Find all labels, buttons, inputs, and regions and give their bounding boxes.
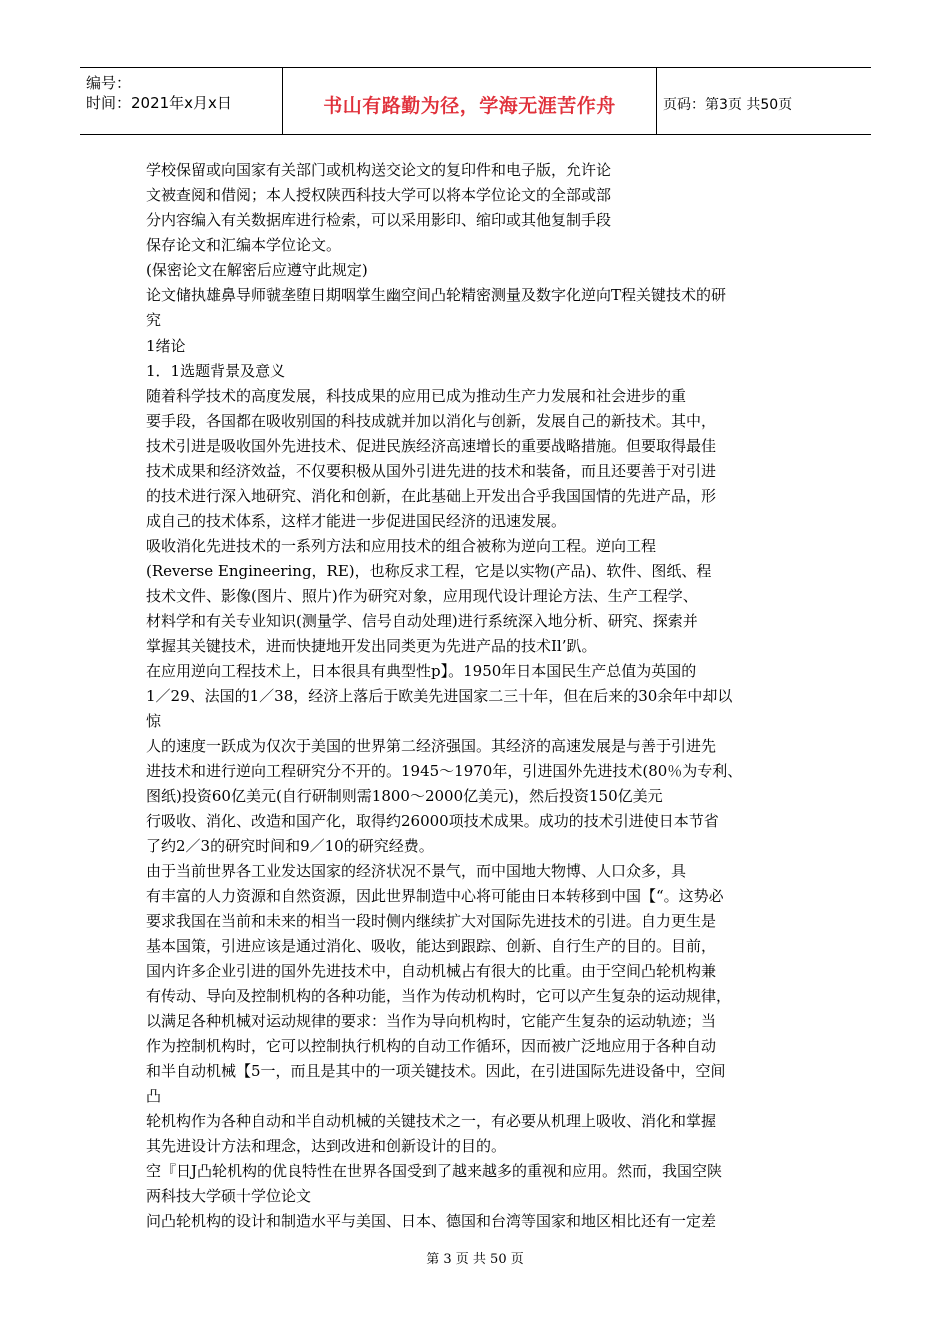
body-line: 以满足各种机械对运动规律的要求：当作为导向机构时，它能产生复杂的运动轨迹；当: [146, 1012, 717, 1030]
body-line: 要求我国在当前和未来的相当一段时侧内继续扩大对国际先进技术的引进。自力更生是: [146, 912, 717, 930]
body-line: 材料学和有关专业知识(测量学、信号自动处理)进行系统深入地分析、研究、探索并: [146, 612, 698, 630]
body-line: (Reverse Engineering，RE)，也称反求工程，它是以实物(产品)、软件、图纸、程: [146, 562, 712, 580]
body-line: 成自己的技术体系，这样才能进一步促进国民经济的迅速发展。: [146, 512, 567, 530]
body-line: 掌握其关键技术，进而快捷地开发出同类更为先进产品的技术Il’趴。: [146, 637, 597, 655]
body-line: 惊: [146, 712, 162, 730]
body-line: 和半自动机械【5一，而且是其中的一项关键技术。因此，在引进国际先进设备中，空间: [146, 1062, 726, 1080]
header-motto: 书山有路勤为径，学海无涯苦作舟: [323, 95, 616, 117]
document-number-label: 编号：: [86, 74, 132, 92]
body-line: 吸收消化先进技术的一系列方法和应用技术的组合被称为逆向工程。逆向工程: [146, 537, 657, 555]
body-line: 国内许多企业引进的国外先进技术中，自动机械占有很大的比重。由于空间凸轮机构兼: [146, 962, 717, 980]
body-line: 空『日J凸轮机构的优良特性在世界各国受到了越来越多的重视和应用。然而，我国空陕: [146, 1162, 723, 1180]
body-line: 技术引进是吸收国外先进技术、促进民族经济高速增长的重要战略措施。但要取得最佳: [146, 437, 717, 455]
body-line: 基本国策，引进应该是通过消化、吸收，能达到跟踪、创新、自行生产的目的。目前，: [146, 937, 717, 955]
header-page-cell: [657, 68, 871, 134]
body-line: 1．1选题背景及意义: [146, 362, 286, 380]
body-line: (保密论文在解密后应遵守此规定): [146, 261, 368, 279]
body-line: 论文储执雄鼻导师虢垄堕日期咽掌生幽空间凸轮精密测量及数字化逆向T程关键技术的研: [146, 286, 727, 304]
body-line: 分内容编入有关数据库进行检索，可以采用影印、缩印或其他复制手段: [146, 211, 612, 229]
body-line: 两科技大学硕十学位论文: [146, 1187, 312, 1205]
page-footer: 第 3 页 共 50 页: [426, 1252, 524, 1267]
body-line: 1绪论: [146, 337, 186, 355]
body-line: 技术成果和经济效益，不仅要积极从国外引进先进的技术和装备，而且还要善于对引进: [146, 462, 717, 480]
body-line: 1／29、法国的1／38，经济上落后于欧美先进国家二三十年，但在后来的30余年中却以: [146, 687, 733, 705]
body-line: 由于当前世界各工业发达国家的经济状况不景气，而中国地大物博、人口众多，具: [146, 862, 687, 880]
body-line: 其先进设计方法和理念，达到改进和创新设计的目的。: [146, 1137, 507, 1155]
body-line: 了约2／3的研究时间和9／10的研究经费。: [146, 837, 434, 855]
body-line: 问凸轮机构的设计和制造水平与美国、日本、德国和台湾等国家和地区相比还有一定差: [146, 1212, 717, 1230]
body-line: 随着科学技术的高度发展，科技成果的应用已成为推动生产力发展和社会进步的重: [146, 387, 687, 405]
body-line: 人的速度一跃成为仅次于美国的世界第二经济强国。其经济的高速发展是与善于引进先: [146, 737, 717, 755]
body-line: 在应用逆向工程技术上，日本很具有典型性p】。1950年日本国民生产总值为英国的: [146, 662, 697, 680]
body-line: 轮机构作为各种自动和半自动机械的关键技术之一，有必要从机理上吸收、消化和掌握: [146, 1112, 717, 1130]
header-motto-cell: [283, 68, 657, 134]
body-line: 技术文件、影像(图片、照片)作为研究对象，应用现代设计理论方法、生产工程学、: [146, 587, 698, 605]
body-line: 图纸)投资60亿美元(自行研制则需1800～2000亿美元)，然后投资150亿美元: [146, 787, 663, 805]
body-line: 有丰富的人力资源和自然资源，因此世界制造中心将可能由日本转移到中国【“。这势必: [146, 887, 724, 905]
header-page-info: 页码：第3页 共50页: [663, 97, 793, 113]
body-line: 进技术和进行逆向工程研究分不开的。1945～1970年，引进国外先进技术(80％为专利、: [146, 762, 743, 780]
body-line: 的技术进行深入地研究、消化和创新，在此基础上开发出合乎我国国情的先进产品，形: [146, 487, 717, 505]
document-date-label: 时间：2021年x月x日: [86, 94, 232, 112]
body-line: 究: [146, 311, 162, 329]
page-header: [80, 67, 871, 135]
body-line: 行吸收、消化、改造和国产化，取得约26000项技术成果。成功的技术引进使日本节省: [146, 812, 719, 830]
body-line: 作为控制机构时，它可以控制执行机构的自动工作循环，因而被广泛地应用于各种自动: [146, 1037, 717, 1055]
body-line: 保存论文和汇编本学位论文。: [146, 236, 342, 254]
body-line: 要手段，各国都在吸收别国的科技成就并加以消化与创新，发展自己的新技术。其中，: [146, 412, 717, 430]
header-meta-cell: [80, 68, 283, 134]
body-line: 文被查阅和借阅；本人授权陕西科技大学可以将本学位论文的全部或部: [146, 186, 612, 204]
body-line: 学校保留或向国家有关部门或机构送交论文的复印件和电子版，允许论: [146, 161, 612, 179]
body-line: 凸: [146, 1087, 162, 1105]
body-line: 有传动、导向及控制机构的各种功能，当作为传动机构时，它可以产生复杂的运动规律，: [146, 987, 732, 1005]
